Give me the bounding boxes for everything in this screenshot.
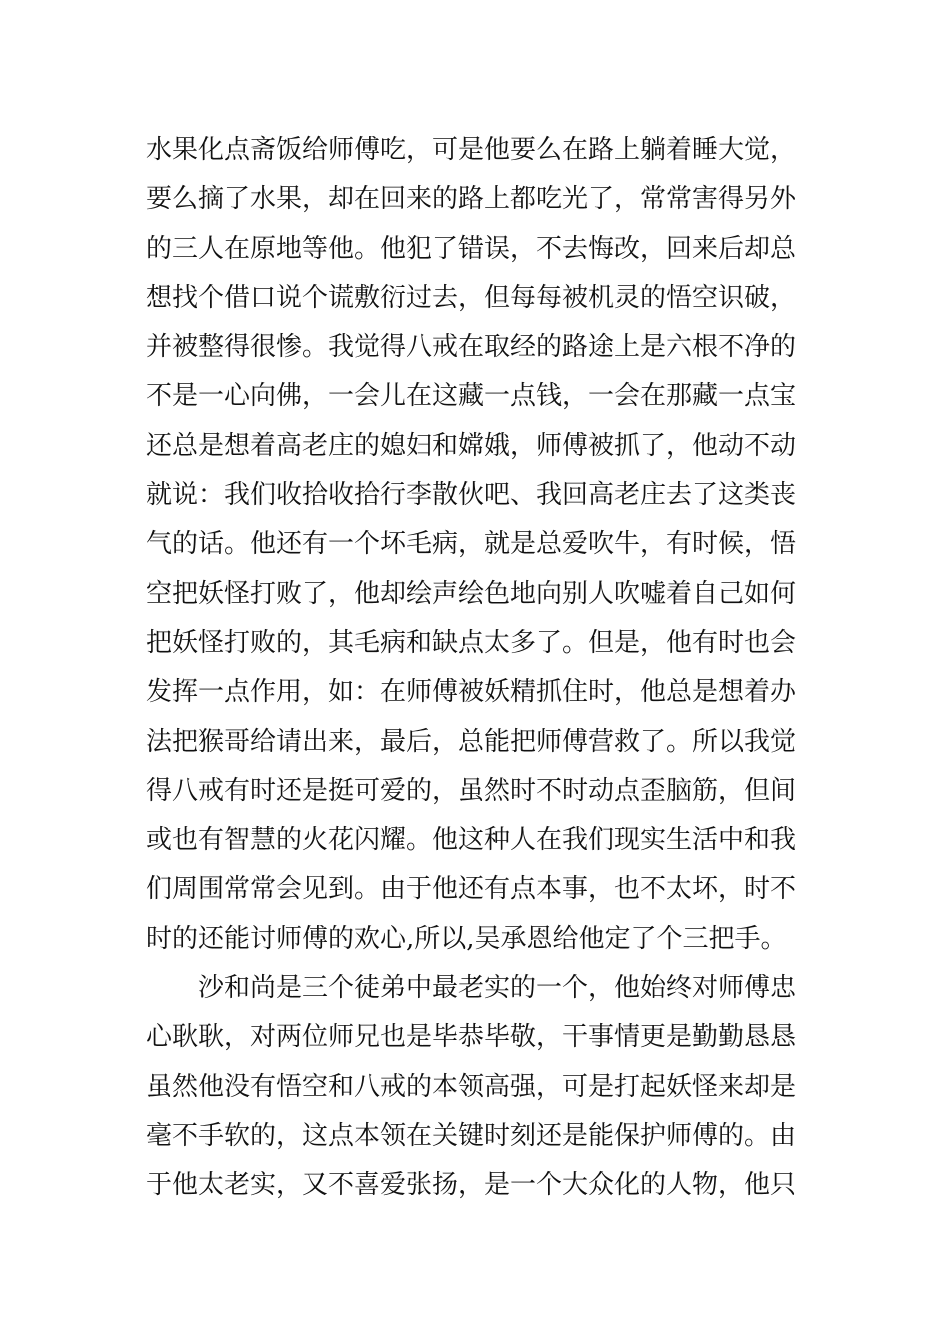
text-line: 法把猴哥给请出来，最后，总能把师傅营救了。所以我觉 [146,726,797,757]
text-line: 空把妖怪打败了，他却绘声绘色地向别人吹嘘着自己如何 [146,578,797,609]
paragraph-2 [146,964,826,1210]
text-line: 心耿耿，对两位师兄也是毕恭毕敬，干事情更是勤勤恳恳 [146,1022,797,1053]
paragraph-1 [146,126,826,964]
text-line: 的三人在原地等他。他犯了错误，不去悔改，回来后却总 [146,233,797,264]
text-line: 并被整得很惨。我觉得八戒在取经的路途上是六根不净的 [146,332,797,363]
text-line: 发挥一点作用，如：在师傅被妖精抓住时，他总是想着办 [146,677,797,708]
text-line: 要么摘了水果，却在回来的路上都吃光了，常常害得另外 [146,184,797,215]
text-line: 不是一心向佛，一会儿在这藏一点钱，一会在那藏一点宝 [146,381,797,412]
text-line: 把妖怪打败的，其毛病和缺点太多了。但是，他有时也会 [146,627,797,658]
text-line: 想找个借口说个谎敷衍过去，但每每被机灵的悟空识破， [146,282,797,313]
text-line: 得八戒有时还是挺可爱的，虽然时不时动点歪脑筋，但间 [146,775,797,806]
text-line: 还总是想着高老庄的媳妇和嫦娥，师傅被抓了，他动不动 [146,430,797,461]
text-line: 或也有智慧的火花闪耀。他这种人在我们现实生活中和我 [146,825,797,856]
text-line: 于他太老实，又不喜爱张扬，是一个大众化的人物，他只 [146,1170,797,1201]
body-text [146,126,826,1211]
text-line: 气的话。他还有一个坏毛病，就是总爱吹牛，有时候，悟 [146,529,797,560]
text-line: 们周围常常会见到。由于他还有点本事，也不太坏，时不 [146,874,797,905]
text-line: 虽然他没有悟空和八戒的本领高强，可是打起妖怪来却是 [146,1071,797,1102]
text-line: 时的还能讨师傅的欢心,所以,吴承恩给他定了个三把手。 [146,923,787,954]
text-line: 水果化点斋饭给师傅吃，可是他要么在路上躺着睡大觉， [146,135,797,165]
text-line: 毫不手软的，这点本领在关键时刻还是能保护师傅的。由 [146,1120,797,1151]
text-line: 就说：我们收拾收拾行李散伙吧、我回高老庄去了这类丧 [146,480,797,511]
text-line-indented: 沙和尚是三个徒弟中最老实的一个，他始终对师傅忠 [198,973,797,1004]
